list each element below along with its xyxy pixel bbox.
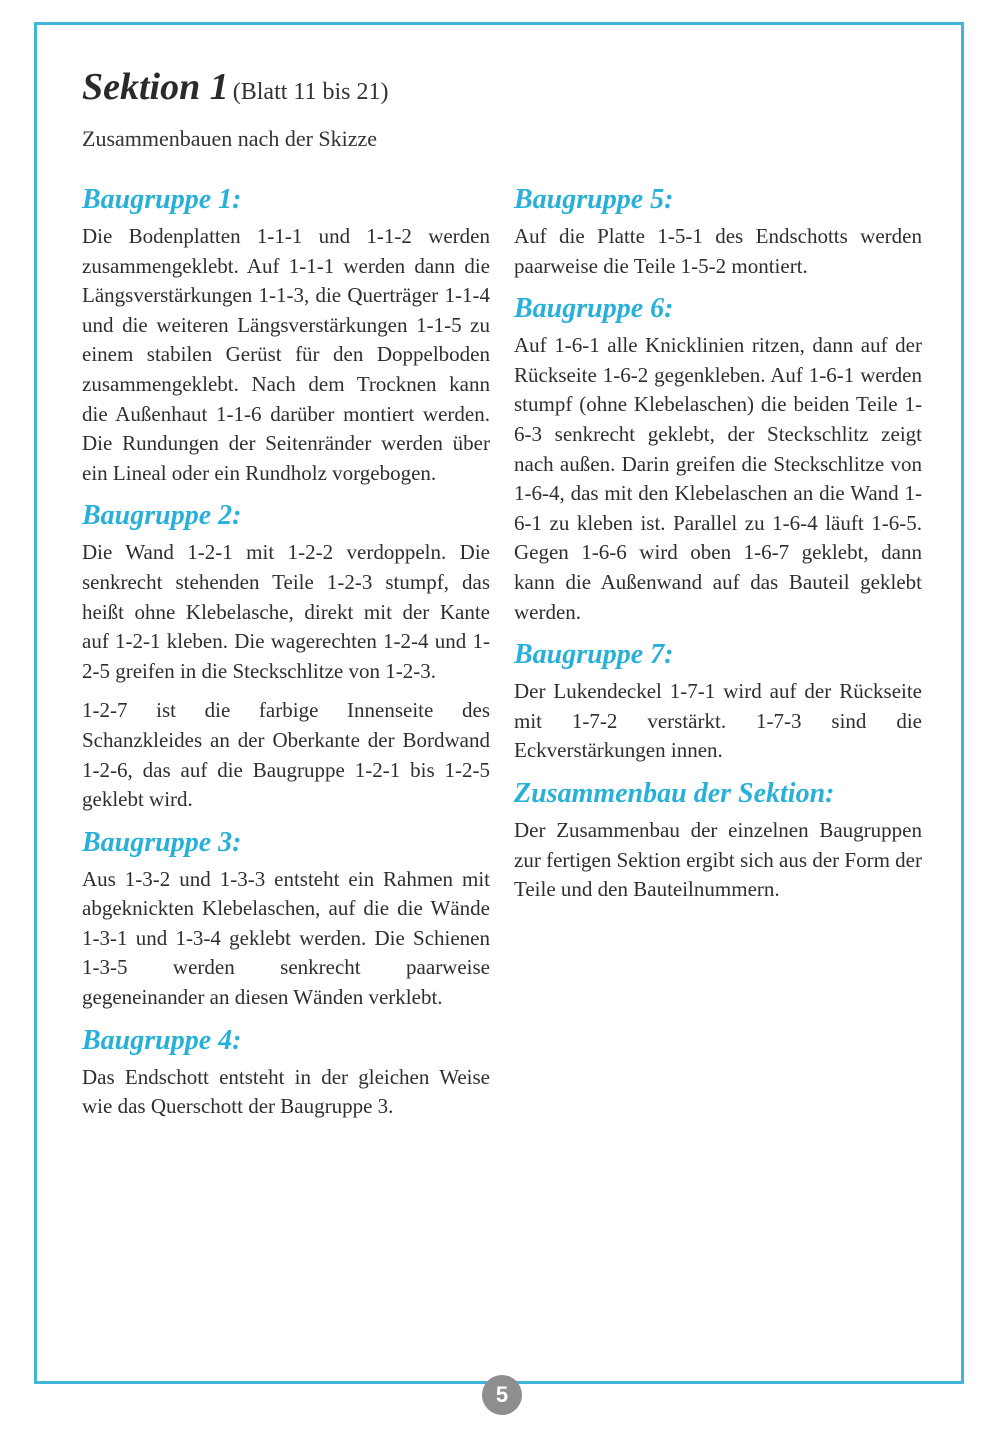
section-heading: Zusammenbau der Sektion: <box>514 777 835 809</box>
section-heading: Baugruppe 1: <box>82 184 242 215</box>
section-paragraph: Aus 1-3-2 und 1-3-3 entsteht ein Rahmen mit abgeknickten Klebelaschen, auf die die Wände 1-3-1 und 1-3-4 geklebt werden. Die Schienen 1-3-5 werden senkrecht paarweise gegeneinander an diesen Wänden verklebt. <box>82 866 490 1010</box>
section-paragraph: Auf 1-6-1 alle Knicklinien ritzen, dann auf der Rückseite 1-6-2 gegenkleben. Auf 1-6-1 werden stumpf (ohne Klebelaschen) die beiden Teile 1-6-3 senkrecht geklebt, der Steckschlitz zeigt nach außen. Darin greifen die Steckschlitze von 1-6-4, das mit den Klebelaschen an die Wand 1-6-1 zu kleben ist. Parallel zu 1-6-4 läuft 1-6-5. Gegen 1-6-6 wird oben 1-6-7 geklebt, dann kann die Außenwand auf das Bauteil geklebt werden. <box>514 333 922 624</box>
section-paragraph: Auf die Platte 1-5-1 des Endschotts werden paarweise die Teile 1-5-2 montiert. <box>514 224 922 278</box>
section-paragraph: Der Zusammenbau der einzelnen Baugruppen zur fertigen Sektion ergibt sich aus der Form der Teile und den Bauteilnummern. <box>514 817 922 902</box>
page-header <box>82 62 782 154</box>
section-baugruppe-5 <box>514 182 922 281</box>
section-baugruppe-1 <box>82 182 490 488</box>
section-baugruppe-4 <box>82 1023 490 1122</box>
section-paragraph: 1-2-7 ist die farbige Innenseite des Schanzkleides an der Oberkante der Bordwand 1-2-6, das auf die Baugruppe 1-2-1 bis 1-2-5 geklebt wird. <box>82 698 490 812</box>
section-paragraph: Die Wand 1-2-1 mit 1-2-2 verdoppeln. Die senkrecht stehenden Teile 1-2-3 stumpf, das heißt ohne Klebelasche, direkt mit der Kante auf 1-2-1 kleben. Die wagerechten 1-2-4 und 1-2-5 greifen in die Steckschlitze von 1-2-3. <box>82 540 490 683</box>
page-number-badge: 5 <box>482 1375 522 1415</box>
section-heading: Baugruppe 2: <box>82 500 242 532</box>
section-paragraph: Die Bodenplatten 1-1-1 und 1-1-2 werden zusammengeklebt. Auf 1-1-1 werden dann die Längsverstärkungen 1-1-3, die Querträger 1-1-4 und die weiteren Längsverstärkungen 1-1-5 zu einem stabilen Gerüst für den Doppelboden zusammengeklebt. Nach dem Trocknen kann die Außenhaut 1-1-6 darüber montiert werden. Die Rundungen der Seitenränder werden über ein Lineal oder ein Rundholz vorgebogen. <box>82 224 490 485</box>
page-title: Sektion 1 <box>82 66 229 108</box>
section-heading: Baugruppe 5: <box>514 184 674 215</box>
section-baugruppe-2 <box>82 498 490 814</box>
section-paragraph: Der Lukendeckel 1-7-1 wird auf der Rückseite mit 1-7-2 verstärkt. 1-7-3 sind die Eckverstärkungen innen. <box>514 679 922 763</box>
page-subtitle: Zusammenbauen nach der Skizze <box>82 126 378 151</box>
section-heading: Baugruppe 7: <box>514 639 674 671</box>
section-baugruppe-3 <box>82 825 490 1013</box>
section-heading: Baugruppe 4: <box>82 1024 242 1056</box>
right-column <box>514 182 922 915</box>
section-baugruppe-6 <box>514 291 922 627</box>
section-zusammenbau <box>514 776 922 905</box>
section-heading: Baugruppe 3: <box>82 826 242 858</box>
section-baugruppe-7 <box>514 637 922 766</box>
section-heading: Baugruppe 6: <box>514 293 674 325</box>
title-line <box>82 62 782 120</box>
page-title-range: (Blatt 11 bis 21) <box>232 79 389 105</box>
section-paragraph: Das Endschott entsteht in der gleichen Weise wie das Querschott der Baugruppe 3. <box>82 1064 490 1119</box>
left-column <box>82 182 490 1132</box>
